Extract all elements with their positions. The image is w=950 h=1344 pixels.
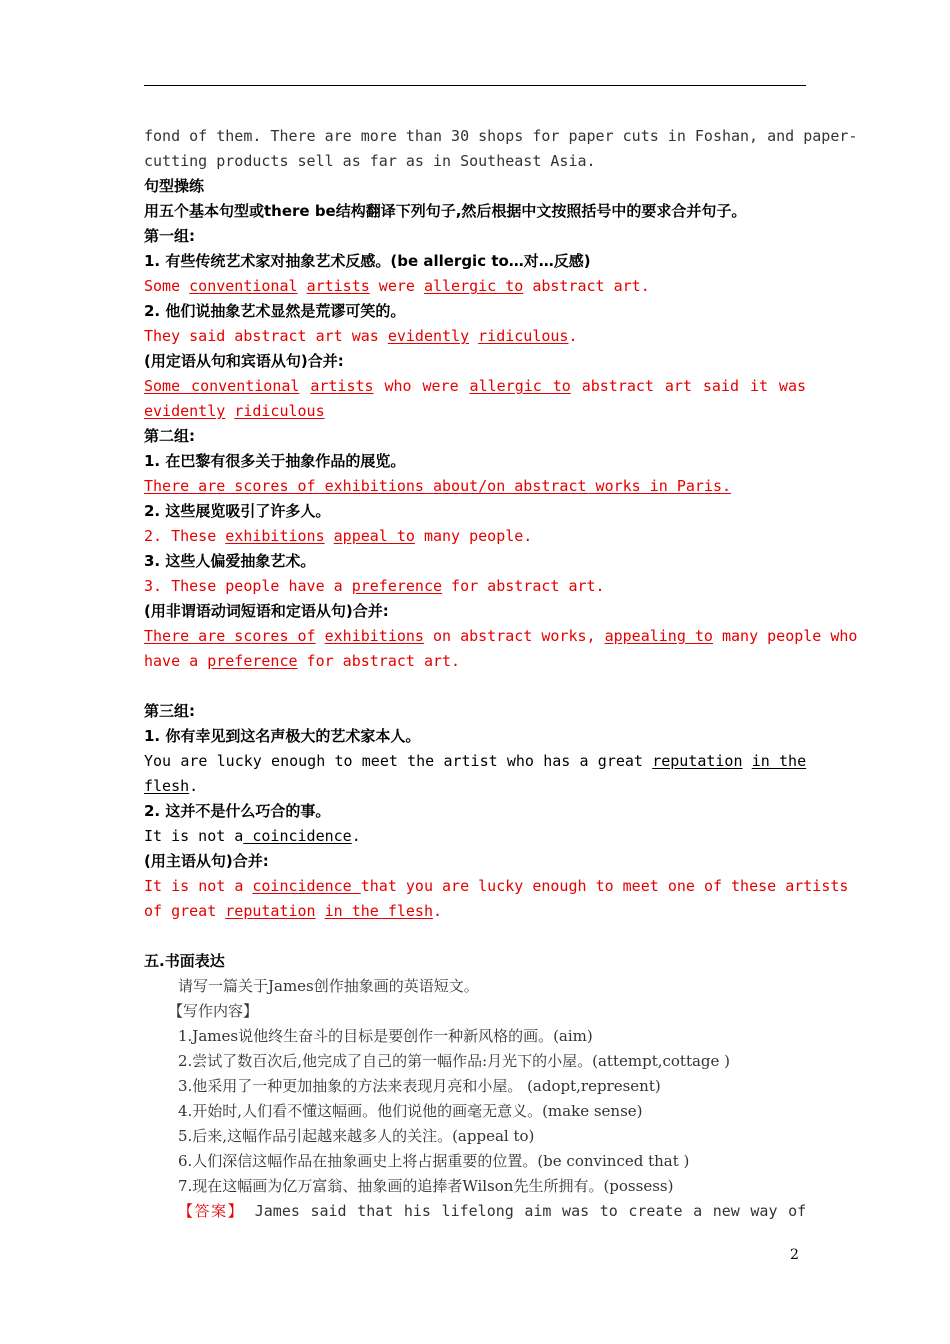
group3-question-2: 2. 这并不是什么巧合的事。 bbox=[144, 802, 331, 820]
group1-question-2: 2. 他们说抽象艺术显然是荒谬可笑的。 bbox=[144, 302, 406, 320]
group2-answer-2: 2. These exhibitions appeal to many people. bbox=[144, 527, 533, 545]
group1-answer-1: Some conventional artists were allergic to abstract art. bbox=[144, 277, 650, 295]
writing-item-6: 6.人们深信这幅作品在抽象画史上将占据重要的位置。(be convinced that ) bbox=[178, 1152, 690, 1170]
group2-question-2: 2. 这些展览吸引了许多人。 bbox=[144, 502, 331, 520]
writing-item-2: 2.尝试了数百次后,他完成了自己的第一幅作品:月光下的小屋。(attempt,cottage ) bbox=[178, 1052, 731, 1070]
group2-answer-3: 3. These people have a preference for abstract art. bbox=[144, 577, 605, 595]
group1-combined-line-2: evidently ridiculous bbox=[144, 402, 325, 420]
section-title-writing: 五.书面表达 bbox=[144, 952, 225, 970]
group3-combined-line-1: It is not a coincidence that you are lucky enough to meet one of these artists bbox=[144, 877, 849, 895]
writing-item-5: 5.后来,这幅作品引起越来越多人的关注。(appeal to) bbox=[178, 1127, 535, 1145]
group3-answer-1-line-1: You are lucky enough to meet the artist who has a great reputation in the bbox=[144, 752, 807, 770]
group1-label: 第一组: bbox=[144, 227, 195, 245]
group2-label: 第二组: bbox=[144, 427, 195, 445]
writing-item-3: 3.他采用了一种更加抽象的方法来表现月亮和小屋。 (adopt,represent) bbox=[178, 1077, 661, 1095]
group2-combine-instruction: (用非谓语动词短语和定语从句)合并: bbox=[144, 602, 389, 620]
group2-question-3: 3. 这些人偏爱抽象艺术。 bbox=[144, 552, 316, 570]
group3-answer-1-line-2: flesh. bbox=[144, 777, 199, 795]
page-number: 2 bbox=[790, 1247, 799, 1263]
drill-instruction: 用五个基本句型或there be结构翻译下列句子,然后根据中文按照括号中的要求合并句子。 bbox=[144, 202, 747, 220]
group2-question-1: 1. 在巴黎有很多关于抽象作品的展览。 bbox=[144, 452, 406, 470]
group1-question-1: 1. 有些传统艺术家对抽象艺术反感。(be allergic to…对…反感) bbox=[144, 252, 591, 270]
group2-combined-line-1: There are scores of exhibitions on abstract works, appealing to many people who bbox=[144, 627, 858, 645]
group1-answer-2: They said abstract art was evidently ridiculous. bbox=[144, 327, 578, 345]
group3-combine-instruction: (用主语从句)合并: bbox=[144, 852, 269, 870]
writing-prompt: 请写一篇关于James创作抽象画的英语短文。 bbox=[178, 977, 479, 995]
group3-question-1: 1. 你有幸见到这名声极大的艺术家本人。 bbox=[144, 727, 421, 745]
group3-answer-2: It is not a coincidence. bbox=[144, 827, 361, 845]
answer-label: 【答案】 bbox=[178, 1202, 245, 1220]
group3-combined-line-2: of great reputation in the flesh. bbox=[144, 902, 443, 920]
spacer bbox=[144, 674, 806, 699]
intro-line-2: cutting products sell as far as in Southeast Asia. bbox=[144, 152, 596, 170]
spacer bbox=[144, 924, 806, 949]
group2-answer-1: There are scores of exhibitions about/on abstract works in Paris. bbox=[144, 477, 731, 495]
group3-label: 第三组: bbox=[144, 702, 195, 720]
writing-item-4: 4.开始时,人们看不懂这幅画。他们说他的画毫无意义。(make sense) bbox=[178, 1102, 643, 1120]
header-rule bbox=[144, 85, 806, 86]
writing-content-label: 【写作内容】 bbox=[168, 1002, 259, 1020]
group2-combined-line-2: have a preference for abstract art. bbox=[144, 652, 461, 670]
group1-combined-line-1: Some conventional artists who were allergic to abstract art said it was bbox=[144, 377, 807, 395]
writing-item-1: 1.James说他终生奋斗的目标是要创作一种新风格的画。(aim) bbox=[178, 1027, 593, 1045]
page-content bbox=[144, 124, 858, 1224]
writing-answer-line: 【答案】 James said that his lifelong aim was to create a new way of bbox=[178, 1202, 807, 1220]
section-title-drills: 句型操练 bbox=[144, 177, 205, 195]
intro-line-1: fond of them. There are more than 30 shops for paper cuts in Foshan, and paper- bbox=[144, 127, 858, 145]
group1-combine-instruction: (用定语从句和宾语从句)合并: bbox=[144, 352, 344, 370]
writing-item-7: 7.现在这幅画为亿万富翁、抽象画的追捧者Wilson先生所拥有。(possess) bbox=[178, 1177, 674, 1195]
